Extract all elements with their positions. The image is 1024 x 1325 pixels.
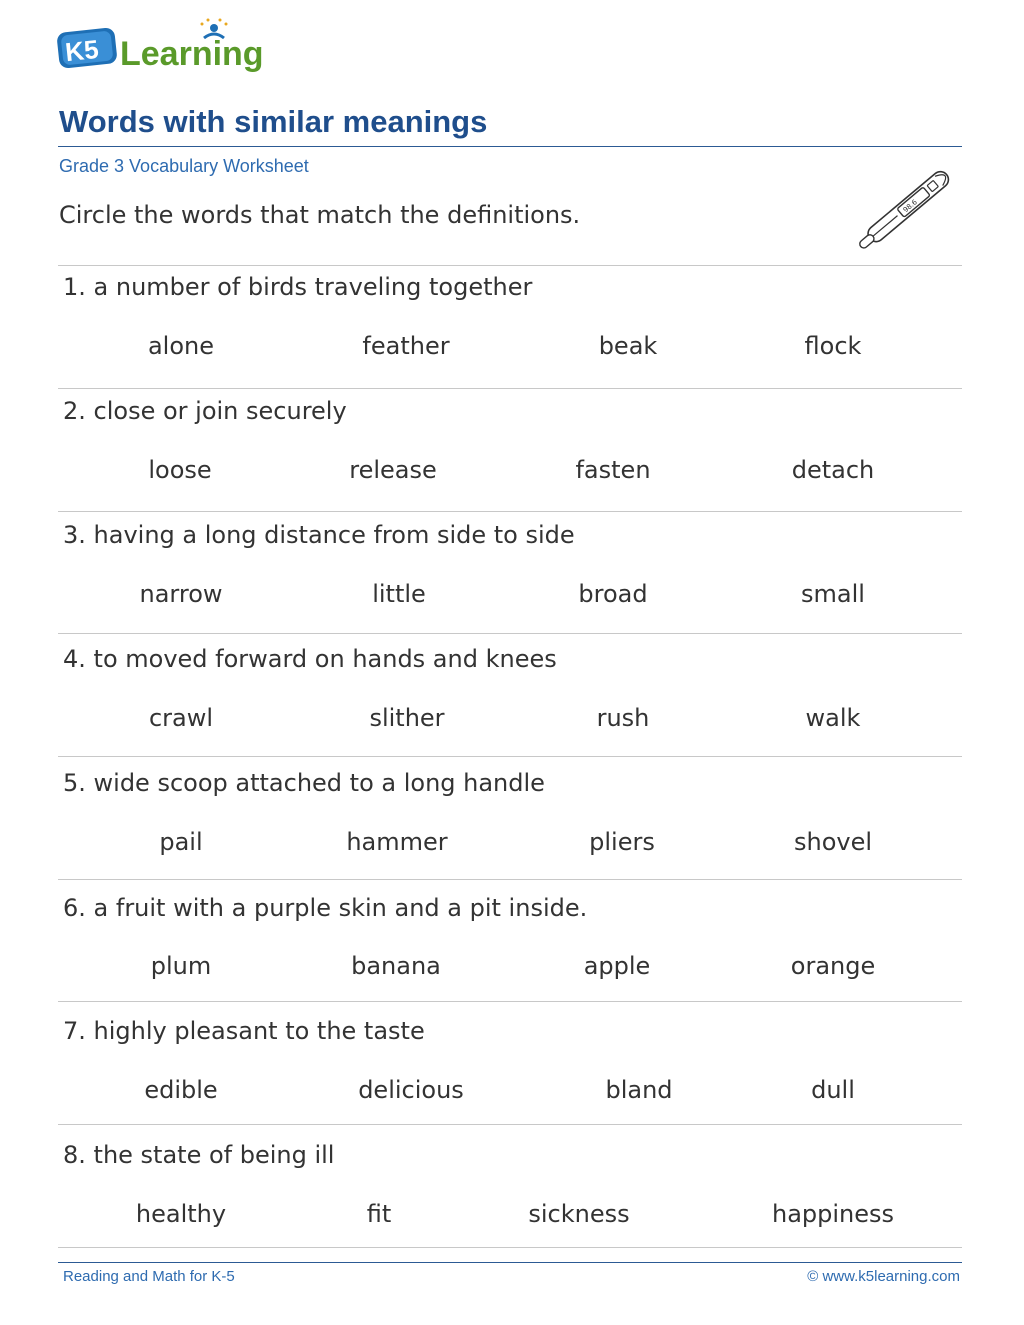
- question-8: 8. the state of being ill: [63, 1141, 335, 1169]
- question-divider: [58, 1001, 962, 1002]
- thermometer-icon: [848, 152, 970, 260]
- title-divider: [58, 146, 962, 147]
- logo-word: Learning: [120, 35, 264, 73]
- option-8-c[interactable]: sickness: [528, 1200, 630, 1228]
- question-divider: [58, 633, 962, 634]
- question-divider: [58, 1124, 962, 1125]
- option-8-a[interactable]: healthy: [135, 1200, 227, 1228]
- logo-badge: K5: [63, 33, 100, 68]
- option-3-c[interactable]: broad: [578, 580, 648, 608]
- question-1: 1. a number of birds traveling together: [63, 273, 533, 301]
- option-1-c[interactable]: beak: [598, 332, 658, 360]
- option-6-d[interactable]: orange: [790, 952, 876, 980]
- option-7-a[interactable]: edible: [144, 1076, 218, 1104]
- question-2: 2. close or join securely: [63, 397, 347, 425]
- option-1-b[interactable]: feather: [362, 332, 450, 360]
- question-divider: [58, 511, 962, 512]
- option-2-b[interactable]: release: [349, 456, 437, 484]
- option-7-b[interactable]: delicious: [358, 1076, 464, 1104]
- k5-learning-logo: [56, 18, 276, 78]
- question-6: 6. a fruit with a purple skin and a pit inside.: [63, 894, 588, 922]
- option-5-c[interactable]: pliers: [589, 828, 655, 856]
- option-2-a[interactable]: loose: [148, 456, 212, 484]
- option-3-b[interactable]: little: [372, 580, 426, 608]
- question-divider: [58, 756, 962, 757]
- option-7-c[interactable]: bland: [605, 1076, 673, 1104]
- svg-text:98.6: 98.6: [901, 198, 919, 215]
- option-6-c[interactable]: apple: [583, 952, 651, 980]
- option-6-a[interactable]: plum: [150, 952, 212, 980]
- option-5-d[interactable]: shovel: [793, 828, 873, 856]
- question-7: 7. highly pleasant to the taste: [63, 1017, 425, 1045]
- question-divider: [58, 879, 962, 880]
- option-3-d[interactable]: small: [801, 580, 865, 608]
- option-4-a[interactable]: crawl: [148, 704, 214, 732]
- option-4-b[interactable]: slither: [369, 704, 445, 732]
- option-2-c[interactable]: fasten: [575, 456, 651, 484]
- question-divider: [58, 388, 962, 389]
- question-divider: [58, 1247, 962, 1248]
- section-divider: [58, 265, 962, 266]
- question-4: 4. to moved forward on hands and knees: [63, 645, 557, 673]
- page-subtitle: Grade 3 Vocabulary Worksheet: [59, 156, 309, 176]
- footer-divider: [58, 1262, 962, 1263]
- page-title: Words with similar meanings: [59, 104, 488, 139]
- footer-tagline: Reading and Math for K-5: [63, 1268, 235, 1285]
- option-6-b[interactable]: banana: [351, 952, 441, 980]
- option-1-a[interactable]: alone: [147, 332, 215, 360]
- option-5-b[interactable]: hammer: [346, 828, 448, 856]
- question-5: 5. wide scoop attached to a long handle: [63, 769, 545, 797]
- question-3: 3. having a long distance from side to side: [63, 521, 575, 549]
- footer-website-link[interactable]: © www.k5learning.com: [807, 1268, 960, 1285]
- option-5-a[interactable]: pail: [159, 828, 203, 856]
- option-4-d[interactable]: walk: [805, 704, 861, 732]
- option-1-d[interactable]: flock: [804, 332, 862, 360]
- option-2-d[interactable]: detach: [791, 456, 875, 484]
- option-8-b[interactable]: fit: [366, 1200, 392, 1228]
- option-4-c[interactable]: rush: [596, 704, 650, 732]
- instructions: Circle the words that match the definitions.: [59, 201, 581, 229]
- option-3-a[interactable]: narrow: [139, 580, 223, 608]
- logo-graphic: [56, 18, 276, 78]
- option-8-d[interactable]: happiness: [771, 1200, 895, 1228]
- option-7-d[interactable]: dull: [811, 1076, 855, 1104]
